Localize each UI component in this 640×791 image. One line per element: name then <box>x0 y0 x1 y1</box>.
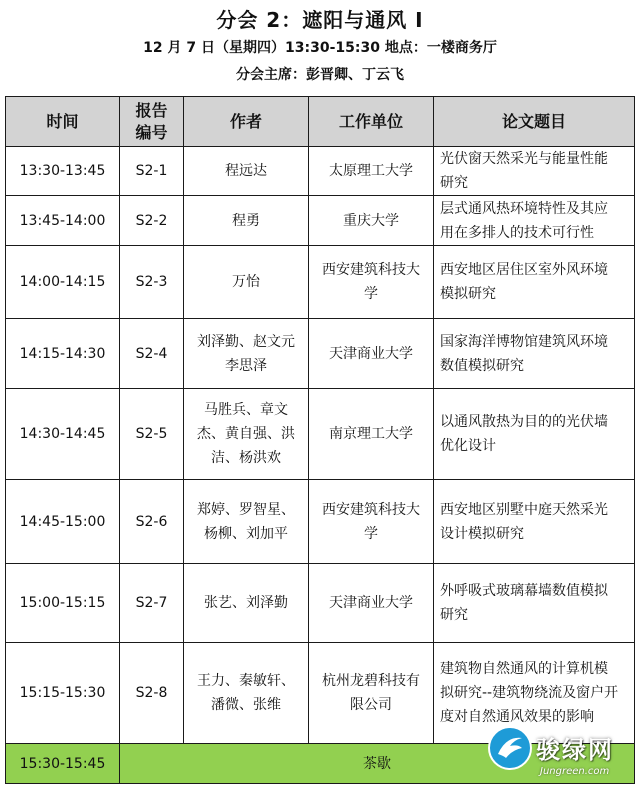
row-authors <box>184 246 309 319</box>
unit-line: 西安建筑科技大 <box>322 501 420 518</box>
paper-line: 设计模拟研究 <box>440 525 524 542</box>
author-line: 程远达 <box>225 163 267 179</box>
header-paper: 论文题目 <box>434 97 635 147</box>
row-code: S2-3 <box>120 246 184 319</box>
row-code: S2-4 <box>120 319 184 389</box>
session-title: 分会 2：遮阳与通风 I <box>216 8 424 32</box>
row-authors <box>184 319 309 389</box>
schedule-table <box>5 96 635 784</box>
jungreen-logo-icon <box>488 726 532 770</box>
watermark <box>488 726 638 788</box>
paper-line: 数值模拟研究 <box>440 357 524 374</box>
row-paper-title <box>434 246 635 319</box>
author-line: 郑婷、罗智星、 <box>197 501 295 518</box>
unit-line: 南京理工大学 <box>329 426 413 442</box>
unit-line: 学 <box>364 525 378 542</box>
paper-line: 西安地区别墅中庭天然采光 <box>440 501 608 518</box>
paper-line: 西安地区居住区室外风环境 <box>440 262 608 278</box>
row-authors <box>184 147 309 196</box>
author-line: 潘微、张维 <box>211 697 281 713</box>
paper-line: 模拟研究 <box>440 286 496 302</box>
unit-line: 西安建筑科技大 <box>322 262 420 278</box>
row-unit <box>309 147 434 196</box>
row-authors <box>184 480 309 564</box>
header-code-line1: 报告 <box>135 100 168 120</box>
row-paper-title <box>434 147 635 196</box>
table-row <box>6 319 635 389</box>
row-time: 14:15-14:30 <box>6 319 120 389</box>
row-code: S2-5 <box>120 389 184 480</box>
author-line: 李思泽 <box>225 357 267 374</box>
author-line: 程勇 <box>232 212 260 229</box>
unit-line: 天津商业大学 <box>329 345 413 362</box>
session-chairs: 分会主席：彭晋卿、丁云飞 <box>236 67 404 83</box>
row-code: S2-7 <box>120 564 184 643</box>
header-code-line2: 编号 <box>135 122 168 142</box>
row-paper-title <box>434 319 635 389</box>
paper-line: 用在多排人的技术可行性 <box>440 224 594 241</box>
row-authors <box>184 389 309 480</box>
row-unit <box>309 319 434 389</box>
table-row <box>6 147 635 196</box>
paper-line: 优化设计 <box>440 438 496 454</box>
watermark-name: 骏绿网 <box>536 736 614 764</box>
row-authors <box>184 564 309 643</box>
paper-line: 研究 <box>440 175 468 191</box>
break-label: 茶歇 <box>120 744 635 784</box>
author-line: 杨柳、刘加平 <box>204 525 288 542</box>
row-code: S2-6 <box>120 480 184 564</box>
table-row <box>6 389 635 480</box>
paper-line: 外呼吸式玻璃幕墙数值模拟 <box>440 583 608 599</box>
row-paper-title <box>434 564 635 643</box>
paper-line: 光伏窗天然采光与能量性能 <box>440 151 608 167</box>
row-code: S2-8 <box>120 643 184 744</box>
header-time: 时间 <box>6 97 120 147</box>
row-unit <box>309 643 434 744</box>
author-line: 马胜兵、章文 <box>204 402 288 418</box>
session-date-location: 12 月 7 日（星期四）13:30-15:30 地点：一楼商务厅 <box>143 40 497 56</box>
row-unit <box>309 564 434 643</box>
row-unit <box>309 480 434 564</box>
header-code <box>120 97 184 147</box>
row-code: S2-2 <box>120 196 184 246</box>
unit-line: 学 <box>364 286 378 302</box>
watermark-url: Jungreen.com <box>540 766 610 777</box>
row-time: 14:00-14:15 <box>6 246 120 319</box>
row-paper-title <box>434 389 635 480</box>
break-time: 15:30-15:45 <box>6 744 120 784</box>
row-unit <box>309 246 434 319</box>
author-line: 洁、杨洪欢 <box>211 450 281 466</box>
row-time: 13:45-14:00 <box>6 196 120 246</box>
header-author: 作者 <box>184 97 309 147</box>
author-line: 张艺、刘泽勤 <box>204 595 288 611</box>
paper-line: 建筑物自然通风的计算机模 <box>440 661 608 677</box>
row-time: 14:30-14:45 <box>6 389 120 480</box>
row-time: 14:45-15:00 <box>6 480 120 564</box>
unit-line: 天津商业大学 <box>329 595 413 611</box>
unit-line: 杭州龙碧科技有 <box>322 673 420 689</box>
paper-line: 国家海洋博物馆建筑风环境 <box>440 333 608 350</box>
row-paper-title <box>434 480 635 564</box>
table-row <box>6 564 635 643</box>
unit-line: 限公司 <box>350 697 392 713</box>
row-unit <box>309 196 434 246</box>
author-line: 刘泽勤、赵文元 <box>197 333 295 350</box>
paper-line: 层式通风热环境特性及其应 <box>440 200 608 217</box>
table-row <box>6 480 635 564</box>
paper-line: 研究 <box>440 607 468 623</box>
row-paper-title <box>434 196 635 246</box>
row-unit <box>309 389 434 480</box>
paper-line: 拟研究--建筑物绕流及窗户开 <box>440 685 619 701</box>
author-line: 杰、黄自强、洪 <box>197 426 295 442</box>
row-authors <box>184 196 309 246</box>
row-authors <box>184 643 309 744</box>
author-line: 万怡 <box>232 274 260 290</box>
author-line: 王力、秦敏轩、 <box>197 673 295 689</box>
row-time: 13:30-13:45 <box>6 147 120 196</box>
table-header-row <box>6 97 635 147</box>
table-row <box>6 196 635 246</box>
row-code: S2-1 <box>120 147 184 196</box>
unit-line: 重庆大学 <box>343 212 399 229</box>
row-time: 15:00-15:15 <box>6 564 120 643</box>
table-row <box>6 246 635 319</box>
paper-line: 度对自然通风效果的影响 <box>440 709 594 725</box>
header-unit: 工作单位 <box>309 97 434 147</box>
unit-line: 太原理工大学 <box>329 163 413 179</box>
paper-line: 以通风散热为目的的光伏墙 <box>440 414 608 430</box>
row-time: 15:15-15:30 <box>6 643 120 744</box>
